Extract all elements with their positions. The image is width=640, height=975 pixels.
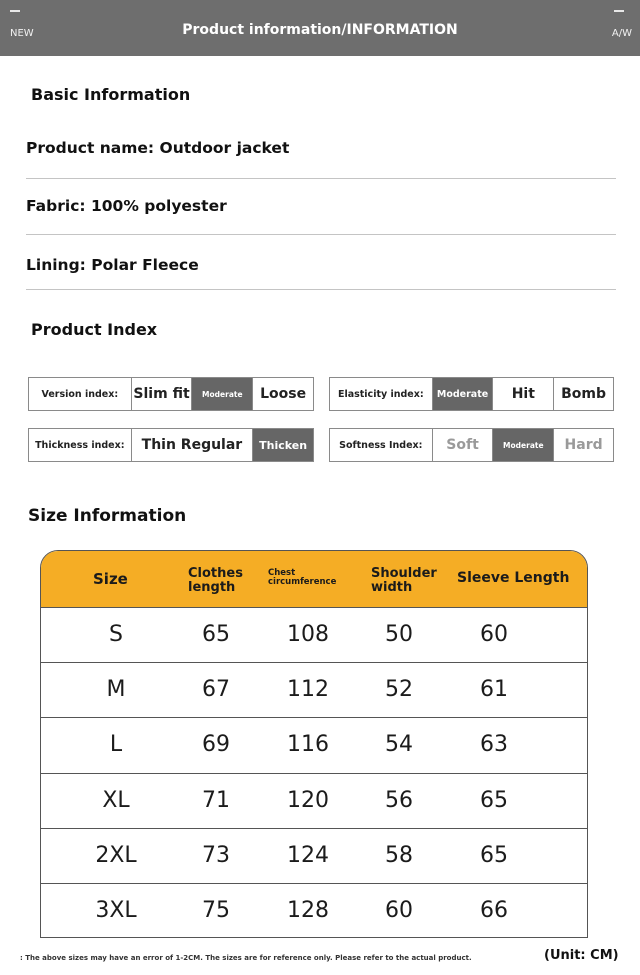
cell-clothes-length: 75 — [202, 898, 230, 923]
lining-field: Lining: Polar Fleece — [26, 256, 199, 274]
cell-sleeve: 65 — [480, 788, 508, 813]
cell-size: 2XL — [95, 843, 137, 868]
softness-index — [329, 428, 614, 462]
table-row — [41, 717, 587, 773]
new-tag: NEW — [10, 28, 34, 39]
cell-shoulder: 58 — [385, 843, 413, 868]
cell-size: XL — [102, 788, 130, 813]
left-dash-icon — [10, 10, 20, 12]
column-sleeve-length: Sleeve Length — [457, 570, 570, 586]
column-size: Size — [93, 570, 128, 588]
cell-size: 3XL — [95, 898, 137, 923]
table-row — [41, 883, 587, 938]
cell-clothes-length: 71 — [202, 788, 230, 813]
cell-clothes-length: 73 — [202, 843, 230, 868]
size-table — [40, 550, 588, 938]
table-row — [41, 662, 587, 718]
unit-label: (Unit: CM) — [544, 948, 619, 963]
cell-chest: 116 — [287, 732, 329, 757]
cell-chest: 124 — [287, 843, 329, 868]
softness-option-hard: Hard — [553, 429, 613, 461]
cell-sleeve: 65 — [480, 843, 508, 868]
softness-index-label: Softness Index: — [339, 439, 423, 451]
version-index — [28, 377, 314, 411]
header-bar — [0, 0, 640, 56]
version-option-slim-fit: Slim fit — [131, 378, 192, 410]
cell-shoulder: 56 — [385, 788, 413, 813]
softness-option-soft: Soft — [432, 429, 493, 461]
cell-sleeve: 63 — [480, 732, 508, 757]
elasticity-index — [329, 377, 614, 411]
version-option-loose: Loose — [252, 378, 313, 410]
thickness-option-thicken: Thicken — [252, 429, 313, 461]
cell-chest: 112 — [287, 677, 329, 702]
elasticity-option-hit: Hit — [492, 378, 553, 410]
product-name-field: Product name: Outdoor jacket — [26, 139, 290, 157]
cell-shoulder: 60 — [385, 898, 413, 923]
size-information-heading: Size Information — [28, 506, 187, 526]
page-title: Product information/INFORMATION — [182, 22, 458, 38]
season-tag: A/W — [611, 28, 632, 39]
thickness-index — [28, 428, 314, 462]
cell-sleeve: 60 — [480, 622, 508, 647]
fabric-field: Fabric: 100% polyester — [26, 197, 227, 215]
elasticity-index-label: Elasticity index: — [337, 388, 424, 400]
thickness-option-thin-regular: Thin Regular — [131, 429, 253, 461]
cell-size: S — [109, 622, 123, 647]
column-shoulder-width: Shoulder width — [371, 566, 437, 596]
cell-shoulder: 52 — [385, 677, 413, 702]
cell-shoulder: 54 — [385, 732, 413, 757]
cell-clothes-length: 69 — [202, 732, 230, 757]
divider — [26, 178, 616, 179]
version-index-label: Version index: — [41, 388, 119, 400]
size-table-header — [41, 551, 587, 608]
table-row — [41, 607, 587, 663]
elasticity-option-bomb: Bomb — [553, 378, 613, 410]
table-row — [41, 828, 587, 884]
product-index-heading: Product Index — [31, 320, 158, 339]
table-row — [41, 773, 587, 829]
thickness-index-label: Thickness index: — [35, 439, 125, 451]
cell-chest: 120 — [287, 788, 329, 813]
cell-size: M — [106, 677, 126, 702]
divider — [26, 234, 616, 235]
size-disclaimer: : The above sizes may have an error of 1-2CM. The sizes are for reference only. Please refer to the actual product. — [20, 954, 472, 962]
cell-sleeve: 61 — [480, 677, 508, 702]
version-option-moderate: Moderate — [191, 378, 252, 410]
basic-information-heading: Basic Information — [31, 85, 191, 104]
column-chest-circumference: Chest circumference — [268, 568, 337, 588]
right-dash-icon — [614, 10, 624, 12]
divider — [26, 289, 616, 290]
cell-chest: 108 — [287, 622, 329, 647]
softness-option-moderate: Moderate — [492, 429, 553, 461]
cell-size: L — [109, 732, 123, 757]
cell-shoulder: 50 — [385, 622, 413, 647]
cell-sleeve: 66 — [480, 898, 508, 923]
column-clothes-length: Clothes length — [188, 566, 243, 596]
elasticity-option-moderate: Moderate — [432, 378, 493, 410]
cell-clothes-length: 65 — [202, 622, 230, 647]
cell-clothes-length: 67 — [202, 677, 230, 702]
cell-chest: 128 — [287, 898, 329, 923]
